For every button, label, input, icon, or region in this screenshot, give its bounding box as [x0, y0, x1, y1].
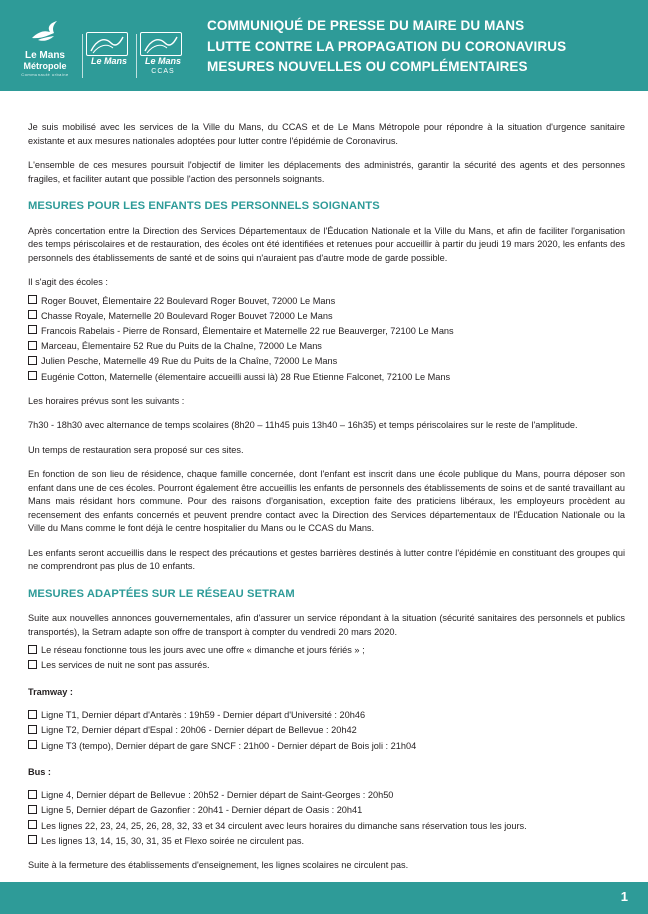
page-title	[207, 16, 637, 78]
checkbox-icon	[28, 805, 37, 814]
intro-paragraph: Je suis mobilisé avec les services de la Ville du Mans, du CCAS et de Le Mans Métropole pour répondre à la situation d'urgence sanitaire existante et aux mesures nationales adoptées pour lutter contre l'épidémie de Coronavirus.	[28, 122, 625, 146]
list-item: Les lignes 13, 14, 15, 30, 31, 35 et Flexo soirée ne circulent pas.	[28, 834, 625, 849]
checkbox-icon	[28, 790, 37, 799]
logos	[10, 12, 182, 78]
ville-le-mans-logo	[86, 32, 130, 76]
wave-icon	[141, 33, 181, 55]
list-item: Les services de nuit ne sont pas assurés.	[28, 658, 625, 673]
list-item: Chasse Royale, Maternelle 20 Boulevard Roger Bouvet 72000 Le Mans	[28, 309, 625, 324]
ccas-sub: CCAS	[151, 68, 175, 75]
checkbox-icon	[28, 341, 37, 350]
checkbox-icon	[28, 310, 37, 319]
wave-icon	[87, 33, 127, 55]
tramway-list	[28, 708, 625, 754]
checkbox-icon	[28, 371, 37, 380]
title-line: COMMUNIQUÉ DE PRESSE DU MAIRE DU MANS	[207, 18, 525, 33]
document-body	[28, 121, 625, 884]
bus-label: Bus :	[28, 766, 51, 777]
checkbox-icon	[28, 295, 37, 304]
tramway-label: Tramway :	[28, 686, 73, 697]
checkbox-icon	[28, 325, 37, 334]
checkbox-icon	[28, 835, 37, 844]
list-item: Ligne 5, Dernier départ de Gazonfier : 20h41 - Dernier départ de Oasis : 20h41	[28, 803, 625, 818]
hours: 7h30 - 18h30 avec alternance de temps scolaires (8h20 – 11h45 puis 13h40 – 16h35) et temps périscolaires sur le reste de l'amplitude.	[28, 420, 578, 431]
metropole-line1: Le Mans	[24, 50, 65, 61]
checkbox-icon	[28, 820, 37, 829]
title-line: LUTTE CONTRE LA PROPAGATION DU CORONAVIRUS	[207, 38, 567, 54]
schools-intro: Il s'agit des écoles :	[28, 277, 108, 287]
intro-paragraph: L'ensemble de ces mesures poursuit l'objectif de limiter les déplacements des administrés, garantir la sécurité des agents et des personnes fragiles, et faciliter autant que possible l'action des personnels soignants.	[28, 160, 625, 184]
schools-list	[28, 294, 625, 385]
paragraph: Après concertation entre la Direction des Services Départementaux de l'Éducation Nationale et la Ville du Mans, et afin de faciliter l'organisation des temps périscolaires et de restauration, des écoles ont été identifiées et retenues pour accueillir à partir du jeudi 19 mars 2020, les enfants des personnels des établissements de santé et de soins qui n'auraient pas d'autre mode de garde possible.	[28, 225, 625, 263]
checkbox-icon	[28, 710, 37, 719]
list-item: Marceau, Élementaire 52 Rue du Puits de la Chaîne, 72000 Le Mans	[28, 339, 625, 354]
page-number: 1	[620, 889, 628, 904]
hours-intro: Les horaires prévus sont les suivants :	[28, 395, 185, 406]
footer-bar	[0, 882, 648, 914]
paragraph: Suite aux nouvelles annonces gouvernementales, afin d'assurer un service répondant à la situation (sécurité sanitaires des personnels et publics transportés), la Setram adapte son offre de transport à compter du vendredi 20 mars 2020.	[28, 613, 625, 637]
list-item: Les lignes 22, 23, 24, 25, 26, 28, 32, 33 et 34 circulent avec leurs horaires du dimanche sans réservation tous les jours.	[28, 819, 625, 834]
list-item: Ligne T2, Dernier départ d'Espal : 20h06 - Dernier départ de Bellevue : 20h42	[28, 723, 625, 738]
ccas-name: Le Mans	[144, 56, 181, 66]
section-heading: MESURES POUR LES ENFANTS DES PERSONNELS SOIGNANTS	[28, 200, 380, 212]
metropole-tagline: Communauté urbaine	[21, 72, 69, 77]
list-item: Francois Rabelais - Pierre de Ronsard, Élementaire et Maternelle 22 rue Beauverger, 72100 Le Mans	[28, 324, 625, 339]
metropole-line2: Métropole	[23, 61, 67, 71]
logo-separator	[82, 34, 83, 78]
list-item: Ligne T3 (tempo), Dernier départ de gare SNCF : 21h00 - Dernier départ de Bois joli : 21h04	[28, 739, 625, 754]
bus-list	[28, 788, 625, 849]
list-item: Eugénie Cotton, Maternelle (élementaire accueilli aussi là) 28 Rue Etienne Falconet, 72100 Le Mans	[28, 370, 625, 385]
le-mans-metropole-logo	[10, 20, 76, 78]
bird-icon	[30, 20, 60, 46]
checkbox-icon	[28, 645, 37, 654]
checkbox-icon	[28, 725, 37, 734]
header-banner	[0, 0, 648, 91]
ville-name: Le Mans	[90, 56, 127, 66]
ccas-logo	[140, 32, 184, 76]
list-item: Roger Bouvet, Élementaire 22 Boulevard Roger Bouvet, 72000 Le Mans	[28, 294, 625, 309]
restauration: Un temps de restauration sera proposé sur ces sites.	[28, 444, 244, 455]
list-item: Ligne 4, Dernier départ de Bellevue : 20h52 - Dernier départ de Saint-Georges : 20h50	[28, 788, 625, 803]
general-list	[28, 643, 625, 673]
checkbox-icon	[28, 660, 37, 669]
checkbox-icon	[28, 356, 37, 365]
closing-paragraph: Suite à la fermeture des établissements d'enseignement, les lignes scolaires ne circulent pas.	[28, 860, 409, 871]
checkbox-icon	[28, 740, 37, 749]
paragraph: Les enfants seront accueillis dans le respect des précautions et gestes barrières destinés à lutter contre l'épidémie en constituant des groupes qui ne comprendront pas plus de 10 enfants.	[28, 547, 625, 572]
title-line: MESURES NOUVELLES OU COMPLÉMENTAIRES	[207, 59, 528, 74]
logo-separator	[136, 34, 137, 78]
section-heading: MESURES ADAPTÉES SUR LE RÉSEAU SETRAM	[28, 587, 295, 600]
list-item: Le réseau fonctionne tous les jours avec une offre « dimanche et jours fériés » ;	[28, 643, 625, 658]
logo-frame	[140, 32, 182, 56]
list-item: Ligne T1, Dernier départ d'Antarès : 19h59 - Dernier départ d'Université : 20h46	[28, 708, 625, 723]
paragraph: En fonction de son lieu de résidence, chaque famille concernée, dont l'enfant est inscrit dans une école publique du Mans, pourra déposer son enfant dans une de ces écoles. Pourront également être accueillis les enfants de personnels des établissements de soins et de santé travaillant au Mans mais résidant hors commune. Pour des raisons d'organisation, exception faite des praticiens libéraux, les employeurs procèdent au recensement des enfants concernés et peuvent prendre contact avec la Direction des Services départementaux de l'Éducation Nationale ou la Ville du Mans comme le font déjà le centre hospitalier du Mans ou le CCAS du Mans.	[28, 469, 625, 534]
logo-frame	[86, 32, 128, 56]
list-item: Julien Pesche, Maternelle 49 Rue du Puits de la Chaîne, 72000 Le Mans	[28, 354, 625, 369]
